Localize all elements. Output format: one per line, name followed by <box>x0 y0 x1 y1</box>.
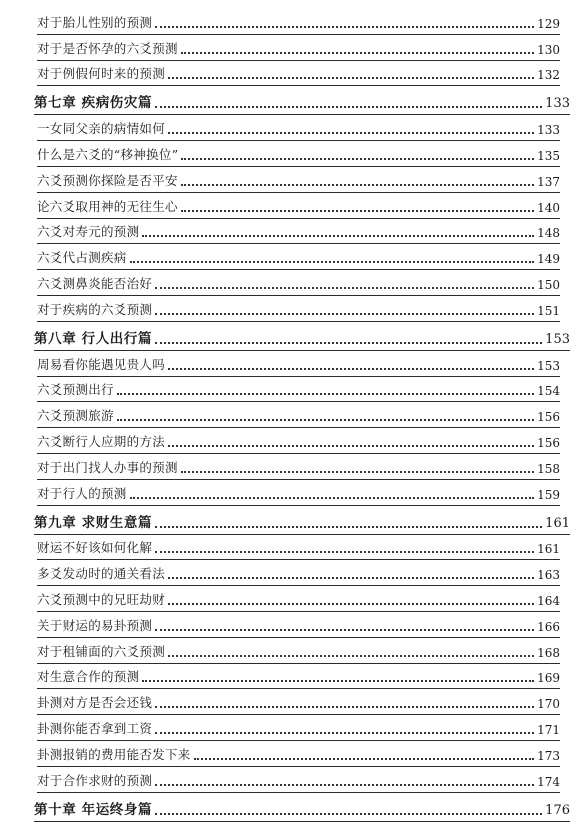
toc-entry <box>37 689 560 715</box>
toc-chapter-heading <box>34 793 570 822</box>
toc-page-number: 174 <box>537 774 560 789</box>
toc-title: 对于例假何时来的预测 <box>37 66 166 82</box>
toc-entry <box>37 244 560 270</box>
toc-page-number: 130 <box>537 42 560 57</box>
dot-leader <box>142 235 534 237</box>
dot-leader <box>142 680 534 682</box>
toc-title: 对生意合作的预测 <box>37 669 140 685</box>
dot-leader <box>155 706 534 708</box>
toc-page-number: 168 <box>537 645 560 660</box>
toc-title: 对于行人的预测 <box>37 485 127 501</box>
dot-leader <box>181 184 534 186</box>
toc-page-number: 161 <box>545 515 570 531</box>
toc-title: 论六爻取用神的无往生心 <box>37 198 178 214</box>
toc-title: 六爻预测旅游 <box>37 408 114 424</box>
dot-leader <box>181 210 534 212</box>
dot-leader <box>155 732 534 734</box>
toc-entry <box>37 115 560 141</box>
toc-entry <box>37 560 560 586</box>
toc-title: 六爻测鼻炎能否治好 <box>37 275 153 291</box>
dot-leader <box>168 577 534 579</box>
dot-leader <box>168 132 534 134</box>
dot-leader <box>181 158 534 160</box>
toc-title: 一女同父亲的病情如何 <box>37 121 166 137</box>
toc-entry <box>37 377 560 403</box>
dot-leader <box>130 497 534 499</box>
toc-page-number: 159 <box>537 487 560 502</box>
toc-page-number: 150 <box>537 277 560 292</box>
toc-entry <box>37 219 560 245</box>
toc-page-number: 158 <box>537 461 560 476</box>
toc-page-number: 170 <box>537 697 560 712</box>
table-of-contents <box>0 9 584 822</box>
dot-leader <box>155 526 542 528</box>
dot-leader <box>181 471 534 473</box>
toc-page-number: 129 <box>537 16 560 31</box>
toc-page-number: 137 <box>537 174 560 189</box>
toc-entry <box>37 193 560 219</box>
toc-page-number: 135 <box>537 148 560 163</box>
toc-entry <box>37 480 560 506</box>
toc-title: 对于是否怀孕的六爻预测 <box>37 40 178 56</box>
toc-page-number: 133 <box>545 96 570 112</box>
dot-leader <box>155 342 542 344</box>
toc-entry <box>37 270 560 296</box>
toc-title: 对于合作求财的预测 <box>37 772 153 788</box>
toc-page-number: 153 <box>545 331 570 347</box>
dot-leader <box>117 419 534 421</box>
toc-title: 卦测报销的费用能否发下来 <box>37 746 191 762</box>
toc-title: 六爻预测出行 <box>37 382 114 398</box>
toc-entry <box>37 402 560 428</box>
dot-leader <box>155 287 534 289</box>
toc-title: 对于出门找人办事的预测 <box>37 459 178 475</box>
toc-page-number: 154 <box>537 384 560 399</box>
toc-page-number: 156 <box>537 410 560 425</box>
dot-leader <box>194 758 534 760</box>
toc-title: 什么是六爻的“移神换位” <box>37 146 179 162</box>
toc-entry <box>37 767 560 793</box>
dot-leader <box>155 784 534 786</box>
toc-title: 对于租铺面的六爻预测 <box>37 643 166 659</box>
dot-leader <box>168 603 534 605</box>
dot-leader <box>155 551 534 553</box>
toc-entry <box>37 167 560 193</box>
toc-page-number: 176 <box>545 802 570 818</box>
toc-page-number: 148 <box>537 226 560 241</box>
toc-entry <box>37 141 560 167</box>
toc-title: 六爻代占测疾病 <box>37 250 127 266</box>
toc-title: 六爻断行人应期的方法 <box>37 433 166 449</box>
toc-title: 对于疾病的六爻预测 <box>37 301 153 317</box>
dot-leader <box>130 261 534 263</box>
dot-leader <box>155 629 534 631</box>
dot-leader <box>181 52 534 54</box>
toc-entry <box>37 454 560 480</box>
toc-title: 六爻预测你探险是否平安 <box>37 172 178 188</box>
toc-title: 第八章 行人出行篇 <box>34 330 153 347</box>
toc-entry <box>37 741 560 767</box>
toc-page-number: 161 <box>537 542 560 557</box>
dot-leader <box>168 77 534 79</box>
toc-chapter-heading <box>34 322 570 351</box>
toc-entry <box>37 612 560 638</box>
toc-entry <box>37 351 560 377</box>
toc-title: 第九章 求财生意篇 <box>34 514 153 531</box>
toc-page-number: 173 <box>537 748 560 763</box>
toc-entry <box>37 9 560 35</box>
dot-leader <box>155 106 542 108</box>
toc-entry <box>37 586 560 612</box>
toc-page-number: 169 <box>537 671 560 686</box>
toc-title: 周易看你能遇见贵人吗 <box>37 356 166 372</box>
toc-entry <box>37 638 560 664</box>
toc-entry <box>37 61 560 87</box>
toc-page-number: 149 <box>537 252 560 267</box>
toc-chapter-heading <box>34 506 570 535</box>
toc-title: 关于财运的易卦预测 <box>37 617 153 633</box>
dot-leader <box>155 813 542 815</box>
toc-entry <box>37 664 560 690</box>
toc-title: 卦测你能否拿到工资 <box>37 720 153 736</box>
dot-leader <box>168 445 534 447</box>
toc-title: 对于胎儿性别的预测 <box>37 14 153 30</box>
toc-entry <box>37 428 560 454</box>
toc-page-number: 132 <box>537 68 560 83</box>
toc-page-number: 166 <box>537 619 560 634</box>
toc-page-number: 133 <box>537 123 560 138</box>
toc-entry <box>37 715 560 741</box>
toc-title: 六爻预测中的兄旺劫财 <box>37 591 166 607</box>
dot-leader <box>155 26 534 28</box>
dot-leader <box>168 368 534 370</box>
dot-leader <box>168 655 534 657</box>
toc-page-number: 163 <box>537 568 560 583</box>
toc-title: 多爻发动时的通关看法 <box>37 566 166 582</box>
toc-page-number: 153 <box>537 358 560 373</box>
toc-entry <box>37 35 560 61</box>
toc-entry <box>37 296 560 322</box>
toc-title: 财运不好该如何化解 <box>37 540 153 556</box>
toc-chapter-heading <box>34 86 570 115</box>
dot-leader <box>155 313 534 315</box>
toc-page-number: 171 <box>537 722 560 737</box>
toc-title: 第七章 疾病伤灾篇 <box>34 95 153 112</box>
toc-entry <box>37 535 560 561</box>
dot-leader <box>117 393 534 395</box>
toc-page-number: 164 <box>537 593 560 608</box>
toc-title: 六爻对寿元的预测 <box>37 224 140 240</box>
toc-title: 第十章 年运终身篇 <box>34 801 153 818</box>
toc-page-number: 156 <box>537 435 560 450</box>
toc-page-number: 151 <box>537 303 560 318</box>
toc-title: 卦测对方是否会还钱 <box>37 695 153 711</box>
toc-page-number: 140 <box>537 200 560 215</box>
